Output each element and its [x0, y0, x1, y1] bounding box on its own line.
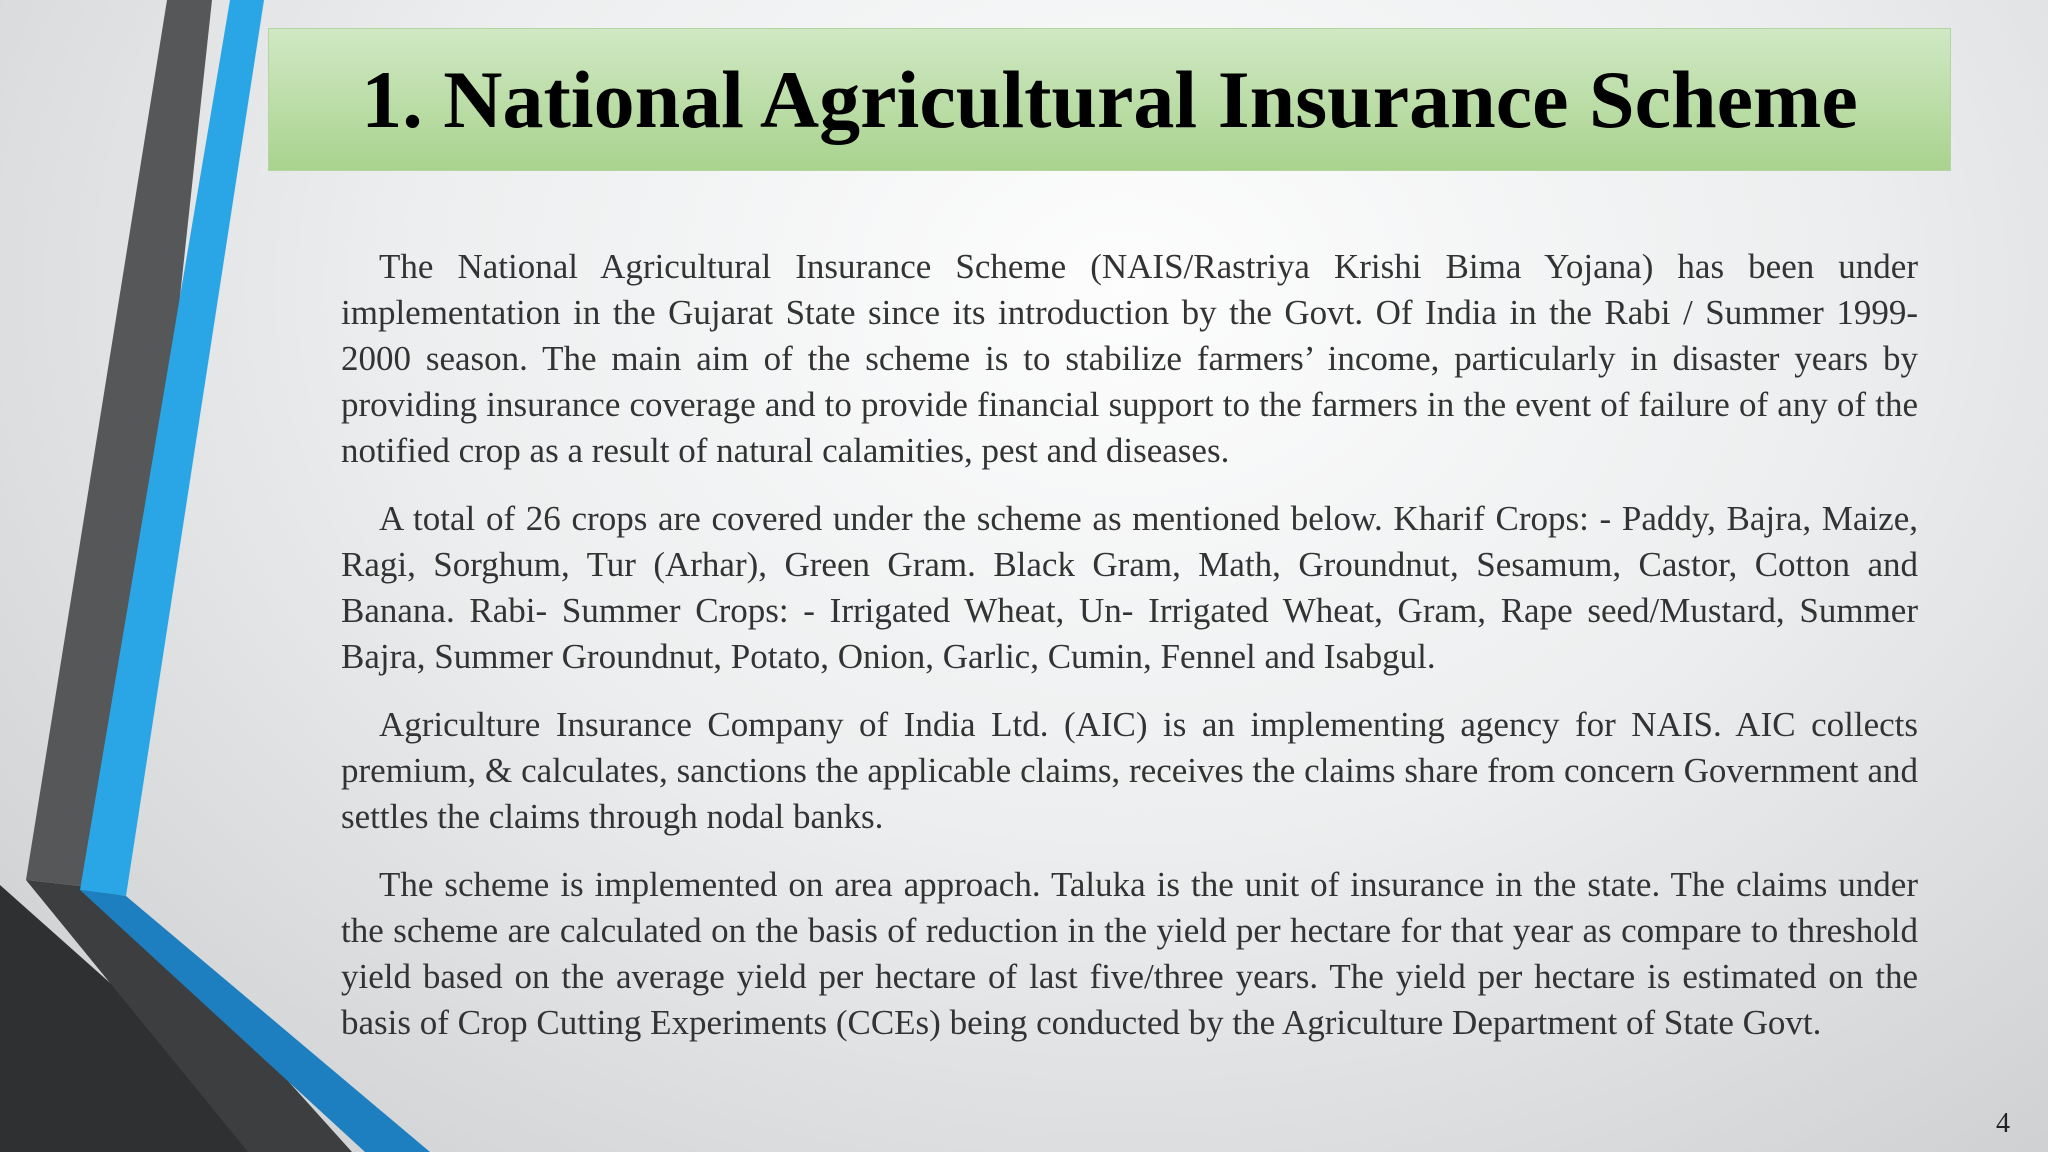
paragraph-crops: A total of 26 crops are covered under the scheme as mentioned below. Kharif Crops: - Paddy, Bajra, Maize, Ragi, Sorghum, Tur (Arhar), Green Gram. Black Gram, Math, Groundnut, Sesamum, Castor, Cotton and Banana. Rabi- Summer Crops: - Irrigated Wheat, Un- Irrigated Wheat, Gram, Rape seed/Mustard, Summer Bajra, Summer Groundnut, Potato, Onion, Garlic, Cumin, Fennel and Isabgul.: [341, 499, 1918, 676]
slide-title: 1. National Agricultural Insurance Scheme: [361, 53, 1858, 145]
paragraph-area-approach: The scheme is implemented on area approach. Taluka is the unit of insurance in the state. The claims under the scheme are calculated on the basis of reduction in the yield per hectare for that year as compare to threshold yield based on the average yield per hectare of last five/three years. The yield per hectare is estimated on the basis of Crop Cutting Experiments (CCEs) being conducted by the Agriculture Department of State Govt.: [341, 865, 1918, 1042]
slide-body: [341, 244, 1918, 1068]
title-banner: [268, 28, 1951, 171]
slide-number: 4: [1996, 1108, 2010, 1139]
paragraph-aic: Agriculture Insurance Company of India Ltd. (AIC) is an implementing agency for NAIS. AIC collects premium, & calculates, sanctions the applicable claims, receives the claims share from concern Government and settles the claims through nodal banks.: [341, 705, 1918, 836]
paragraph-intro: The National Agricultural Insurance Scheme (NAIS/Rastriya Krishi Bima Yojana) has been under implementation in the Gujarat State since its introduction by the Govt. Of India in the Rabi / Summer 1999-2000 season. The main aim of the scheme is to stabilize farmers’ income, particularly in disaster years by providing insurance coverage and to provide financial support to the farmers in the event of failure of any of the notified crop as a result of natural calamities, pest and diseases.: [341, 247, 1918, 470]
